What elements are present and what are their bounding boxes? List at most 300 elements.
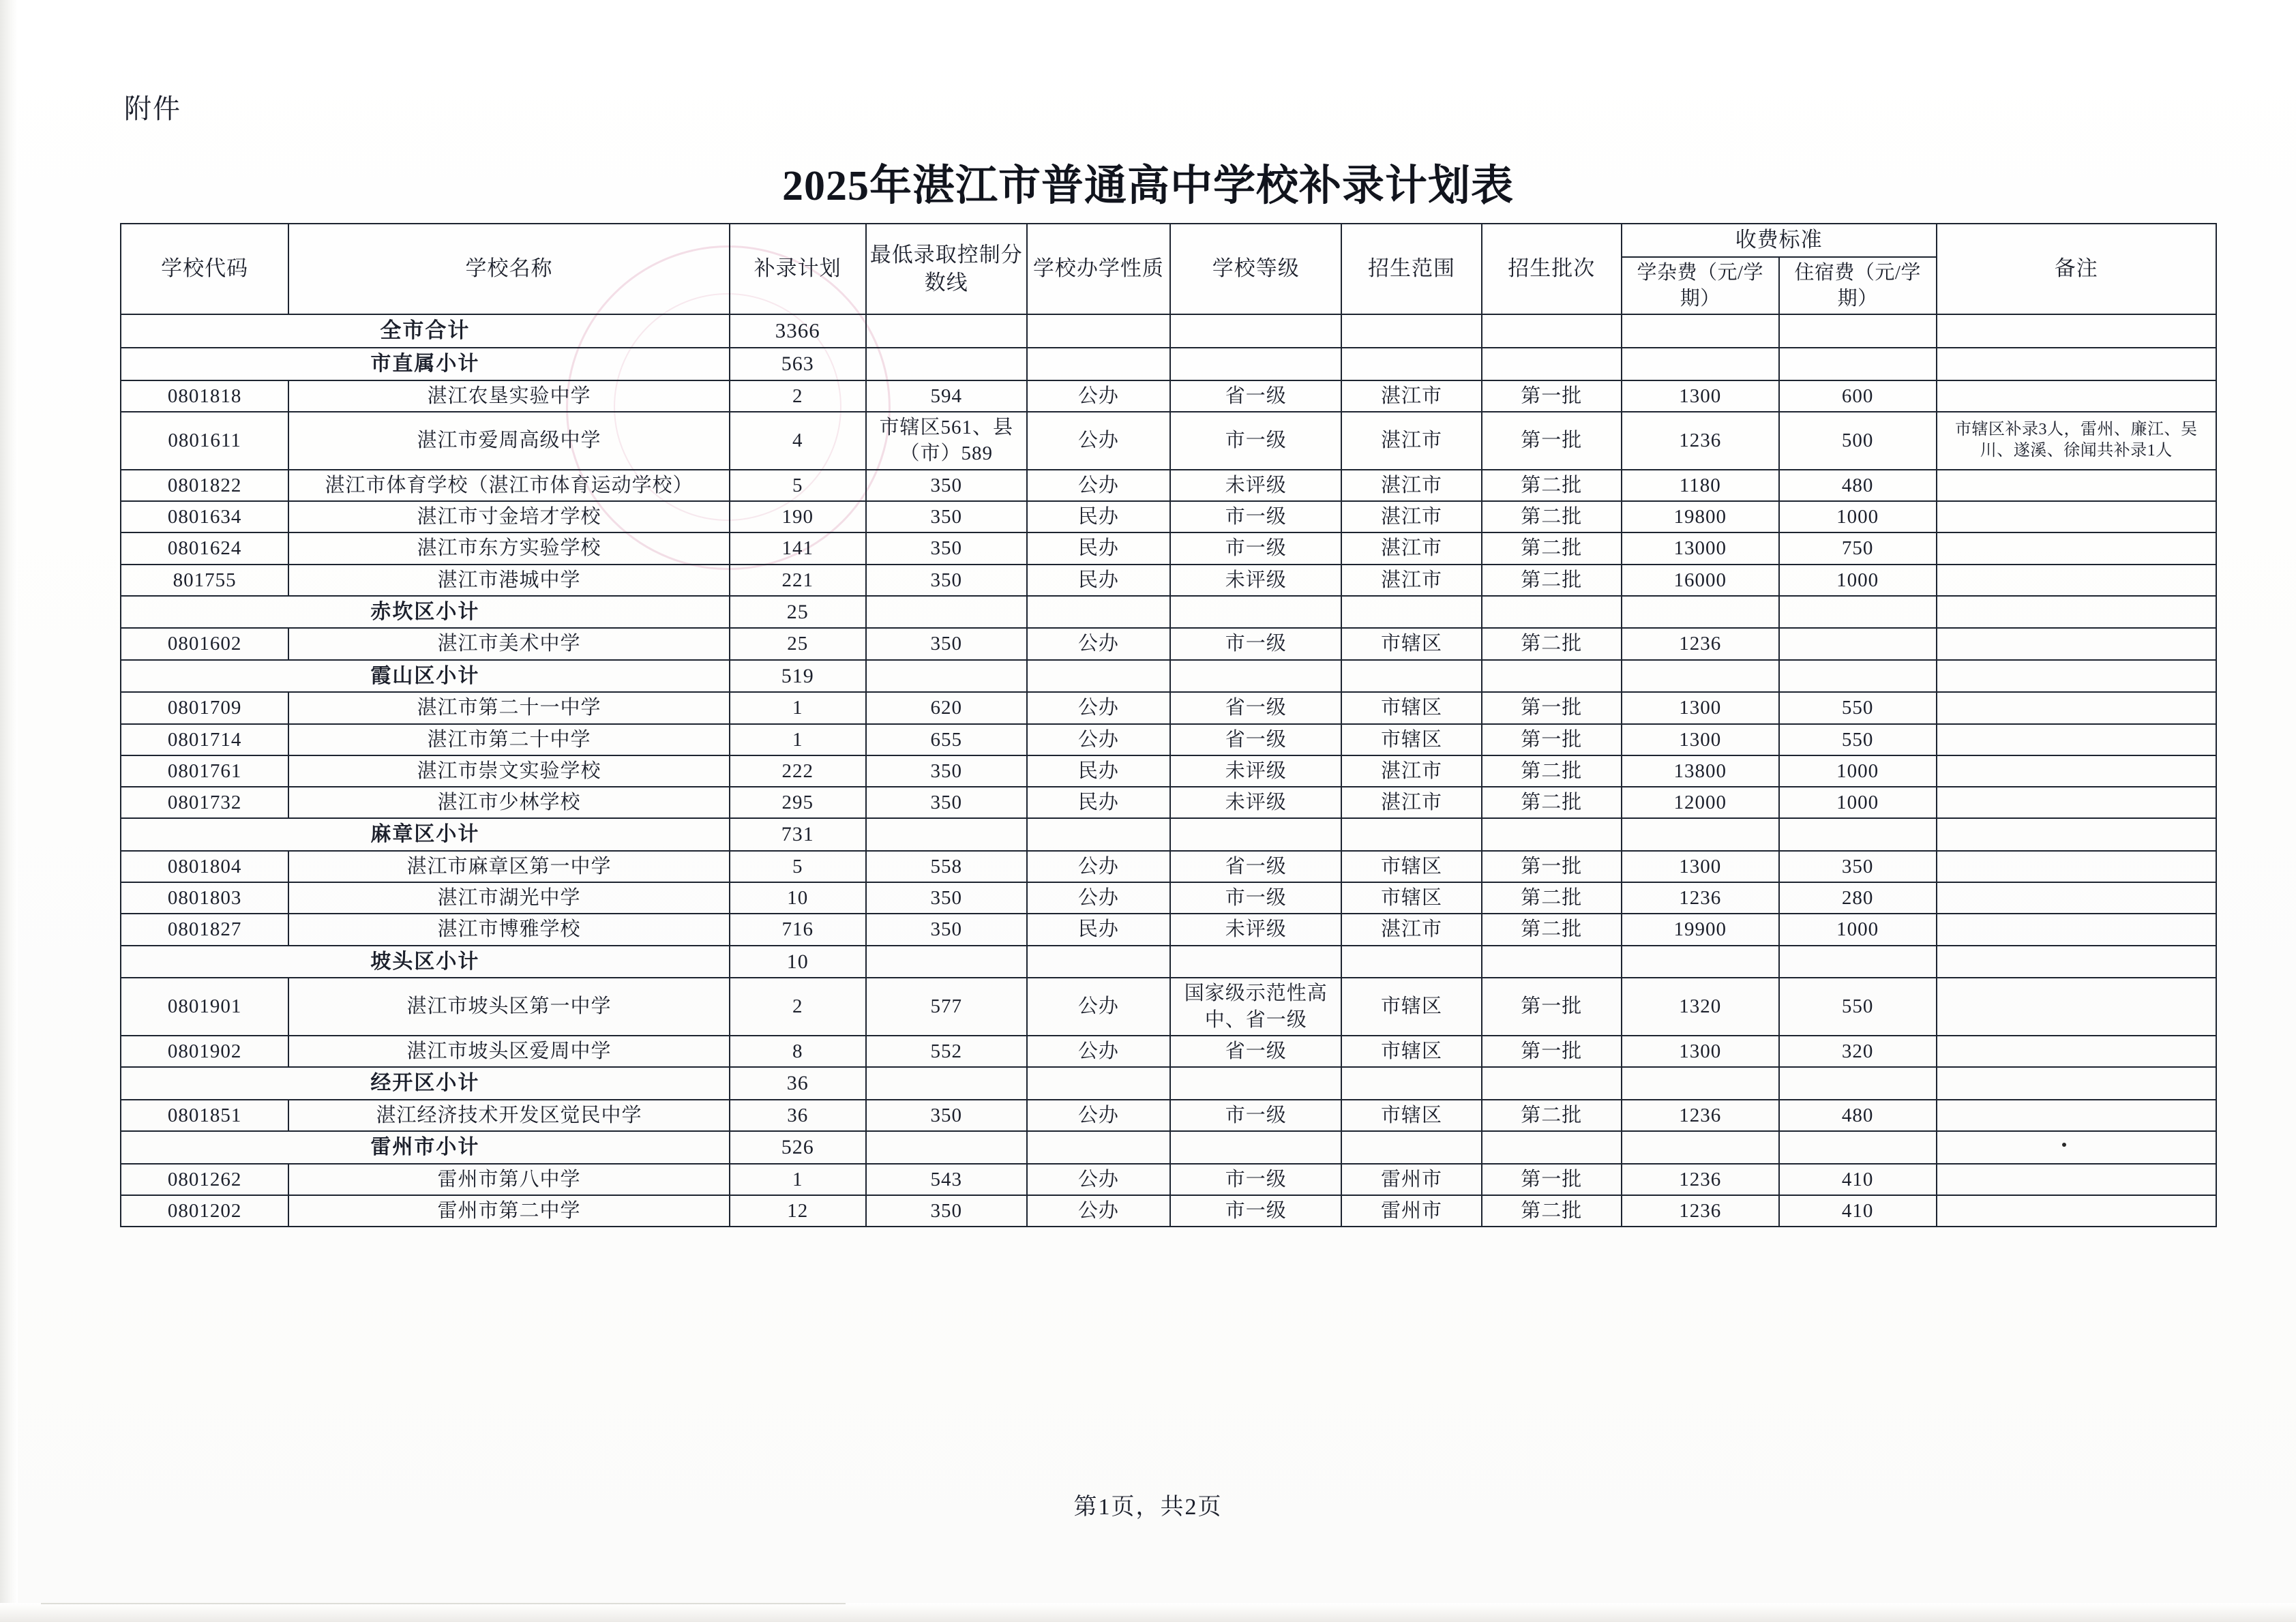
cell-supplementary-plan: 295 <box>730 787 866 818</box>
cell-min-score-line <box>866 1067 1027 1100</box>
table-row <box>121 314 2216 348</box>
cell-school-nature <box>1027 314 1170 348</box>
cell-enrollment-scope <box>1341 1067 1481 1100</box>
cell-remark <box>1937 380 2216 412</box>
cell-group-name: 市直属小计 <box>121 348 730 380</box>
cell-remark <box>1937 692 2216 723</box>
cell-school-name: 湛江市美术中学 <box>288 628 729 659</box>
cell-school-level: 省一级 <box>1170 1036 1341 1067</box>
cell-enrollment-batch: 第二批 <box>1482 787 1622 818</box>
cell-supplementary-plan: 25 <box>730 596 866 629</box>
cell-min-score-line: 市辖区561、县（市）589 <box>866 412 1027 470</box>
table-row <box>121 914 2216 945</box>
cell-school-name: 湛江经济技术开发区觉民中学 <box>288 1100 729 1131</box>
cell-school-nature: 公办 <box>1027 724 1170 755</box>
cell-school-code: 0801761 <box>121 755 288 787</box>
col-header-accommodation-fee: 住宿费（元/学期） <box>1779 257 1937 315</box>
cell-school-nature: 公办 <box>1027 470 1170 501</box>
cell-group-name: 霞山区小计 <box>121 660 730 693</box>
cell-accommodation-fee: 320 <box>1779 1036 1937 1067</box>
cell-school-name: 湛江市坡头区第一中学 <box>288 978 729 1036</box>
cell-tuition-fee: 1236 <box>1622 412 1779 470</box>
cell-supplementary-plan: 1 <box>730 724 866 755</box>
cell-tuition-fee <box>1622 348 1779 380</box>
cell-min-score-line <box>866 818 1027 851</box>
cell-remark <box>1937 1164 2216 1195</box>
cell-school-level <box>1170 1131 1341 1164</box>
cell-supplementary-plan: 12 <box>730 1195 866 1227</box>
cell-supplementary-plan: 36 <box>730 1067 866 1100</box>
cell-remark <box>1937 1100 2216 1131</box>
table-row <box>121 787 2216 818</box>
cell-enrollment-scope: 雷州市 <box>1341 1195 1481 1227</box>
cell-school-nature: 公办 <box>1027 1036 1170 1067</box>
cell-enrollment-scope: 市辖区 <box>1341 1036 1481 1067</box>
cell-enrollment-batch <box>1482 314 1622 348</box>
table-header <box>121 224 2216 314</box>
cell-enrollment-batch <box>1482 660 1622 693</box>
cell-min-score-line: 350 <box>866 628 1027 659</box>
cell-enrollment-scope: 市辖区 <box>1341 724 1481 755</box>
cell-accommodation-fee: 550 <box>1779 724 1937 755</box>
cell-tuition-fee <box>1622 1131 1779 1164</box>
cell-enrollment-batch <box>1482 1067 1622 1100</box>
cell-supplementary-plan: 563 <box>730 348 866 380</box>
cell-school-code: 0801634 <box>121 501 288 532</box>
cell-remark <box>1937 501 2216 532</box>
cell-school-nature: 公办 <box>1027 412 1170 470</box>
cell-min-score-line: 350 <box>866 882 1027 914</box>
cell-min-score-line: 350 <box>866 565 1027 596</box>
cell-school-code: 0801851 <box>121 1100 288 1131</box>
cell-group-name: 全市合计 <box>121 314 730 348</box>
cell-enrollment-scope <box>1341 660 1481 693</box>
cell-school-name: 湛江市少林学校 <box>288 787 729 818</box>
cell-school-nature: 公办 <box>1027 380 1170 412</box>
cell-min-score-line: 552 <box>866 1036 1027 1067</box>
cell-enrollment-scope: 市辖区 <box>1341 1100 1481 1131</box>
cell-school-code: 0801803 <box>121 882 288 914</box>
page-number-footer: 第1页，共2页 <box>1073 1495 1223 1520</box>
cell-enrollment-batch <box>1482 818 1622 851</box>
cell-min-score-line <box>866 1131 1027 1164</box>
cell-school-code: 0801901 <box>121 978 288 1036</box>
col-header-remark: 备注 <box>1937 224 2216 314</box>
cell-supplementary-plan: 2 <box>730 978 866 1036</box>
scan-edge-left <box>0 0 18 1622</box>
cell-enrollment-batch: 第二批 <box>1482 628 1622 659</box>
col-header-enrollment-batch: 招生批次 <box>1482 224 1622 314</box>
cell-accommodation-fee <box>1779 818 1937 851</box>
cell-remark: 市辖区补录3人，雷州、廉江、吴川、遂溪、徐闻共补录1人 <box>1937 412 2216 470</box>
scan-edge-bottom <box>0 1603 2296 1622</box>
cell-school-code: 0801709 <box>121 692 288 723</box>
cell-group-name: 雷州市小计 <box>121 1131 730 1164</box>
cell-school-nature: 公办 <box>1027 851 1170 882</box>
cell-accommodation-fee: 550 <box>1779 978 1937 1036</box>
cell-enrollment-batch: 第二批 <box>1482 882 1622 914</box>
cell-remark <box>1937 724 2216 755</box>
table-row <box>121 946 2216 978</box>
cell-min-score-line: 594 <box>866 380 1027 412</box>
cell-school-nature: 民办 <box>1027 565 1170 596</box>
cell-tuition-fee: 13800 <box>1622 755 1779 787</box>
cell-enrollment-batch: 第一批 <box>1482 724 1622 755</box>
cell-supplementary-plan: 141 <box>730 532 866 564</box>
cell-enrollment-scope <box>1341 818 1481 851</box>
cell-school-code: 0801822 <box>121 470 288 501</box>
cell-accommodation-fee: 750 <box>1779 532 1937 564</box>
cell-tuition-fee: 1300 <box>1622 1036 1779 1067</box>
cell-school-name: 湛江市第二十一中学 <box>288 692 729 723</box>
cell-accommodation-fee <box>1779 1131 1937 1164</box>
cell-school-nature <box>1027 1131 1170 1164</box>
cell-school-nature: 公办 <box>1027 1164 1170 1195</box>
table-row <box>121 882 2216 914</box>
cell-supplementary-plan: 716 <box>730 914 866 945</box>
cell-supplementary-plan: 36 <box>730 1100 866 1131</box>
cell-enrollment-scope: 湛江市 <box>1341 532 1481 564</box>
col-header-fee-standard: 收费标准 <box>1622 224 1937 257</box>
cell-school-level <box>1170 946 1341 978</box>
cell-school-name: 湛江市博雅学校 <box>288 914 729 945</box>
cell-accommodation-fee <box>1779 596 1937 629</box>
cell-min-score-line: 655 <box>866 724 1027 755</box>
cell-min-score-line: 350 <box>866 501 1027 532</box>
cell-remark <box>1937 470 2216 501</box>
cell-school-level: 未评级 <box>1170 787 1341 818</box>
cell-supplementary-plan: 222 <box>730 755 866 787</box>
cell-school-level <box>1170 818 1341 851</box>
cell-accommodation-fee: 480 <box>1779 1100 1937 1131</box>
cell-school-nature: 公办 <box>1027 978 1170 1036</box>
cell-school-nature <box>1027 596 1170 629</box>
cell-min-score-line: 350 <box>866 787 1027 818</box>
cell-enrollment-scope: 湛江市 <box>1341 412 1481 470</box>
cell-remark <box>1937 1067 2216 1100</box>
cell-school-level: 省一级 <box>1170 724 1341 755</box>
cell-school-code: 0801611 <box>121 412 288 470</box>
cell-enrollment-batch: 第二批 <box>1482 501 1622 532</box>
table-row <box>121 501 2216 532</box>
cell-enrollment-batch: 第二批 <box>1482 1195 1622 1227</box>
cell-tuition-fee: 1236 <box>1622 1164 1779 1195</box>
cell-remark <box>1937 1036 2216 1067</box>
cell-school-code: 0801902 <box>121 1036 288 1067</box>
table-row <box>121 380 2216 412</box>
cell-remark <box>1937 882 2216 914</box>
col-header-school-name: 学校名称 <box>288 224 729 314</box>
cell-school-level: 未评级 <box>1170 755 1341 787</box>
table-row <box>121 1164 2216 1195</box>
scan-artifact-line <box>41 1603 846 1604</box>
cell-school-nature: 民办 <box>1027 755 1170 787</box>
table-row <box>121 818 2216 851</box>
cell-tuition-fee: 1300 <box>1622 380 1779 412</box>
table-row <box>121 348 2216 380</box>
cell-enrollment-scope: 湛江市 <box>1341 380 1481 412</box>
cell-tuition-fee: 1236 <box>1622 1100 1779 1131</box>
cell-supplementary-plan: 4 <box>730 412 866 470</box>
cell-remark <box>1937 565 2216 596</box>
cell-remark <box>1937 660 2216 693</box>
cell-accommodation-fee <box>1779 628 1937 659</box>
cell-min-score-line: 620 <box>866 692 1027 723</box>
cell-remark <box>1937 348 2216 380</box>
cell-enrollment-scope <box>1341 1131 1481 1164</box>
cell-enrollment-scope: 市辖区 <box>1341 628 1481 659</box>
cell-supplementary-plan: 3366 <box>730 314 866 348</box>
cell-remark <box>1937 1131 2216 1164</box>
cell-school-nature: 公办 <box>1027 628 1170 659</box>
cell-enrollment-scope: 湛江市 <box>1341 470 1481 501</box>
col-header-tuition-fee: 学杂费（元/学期） <box>1622 257 1779 315</box>
cell-tuition-fee <box>1622 596 1779 629</box>
cell-accommodation-fee: 1000 <box>1779 565 1937 596</box>
table-row <box>121 660 2216 693</box>
cell-remark <box>1937 851 2216 882</box>
cell-school-level <box>1170 348 1341 380</box>
cell-school-level <box>1170 1067 1341 1100</box>
cell-tuition-fee: 1300 <box>1622 692 1779 723</box>
cell-enrollment-batch <box>1482 946 1622 978</box>
cell-school-code: 0801624 <box>121 532 288 564</box>
cell-tuition-fee: 16000 <box>1622 565 1779 596</box>
cell-tuition-fee <box>1622 314 1779 348</box>
cell-enrollment-batch: 第一批 <box>1482 380 1622 412</box>
cell-school-name: 雷州市第二中学 <box>288 1195 729 1227</box>
cell-min-score-line: 558 <box>866 851 1027 882</box>
cell-school-level: 未评级 <box>1170 470 1341 501</box>
cell-school-code: 0801827 <box>121 914 288 945</box>
cell-enrollment-scope: 湛江市 <box>1341 501 1481 532</box>
cell-min-score-line <box>866 348 1027 380</box>
cell-tuition-fee <box>1622 1067 1779 1100</box>
cell-accommodation-fee: 410 <box>1779 1195 1937 1227</box>
cell-accommodation-fee: 1000 <box>1779 914 1937 945</box>
cell-enrollment-batch: 第二批 <box>1482 914 1622 945</box>
cell-school-name: 湛江市港城中学 <box>288 565 729 596</box>
cell-tuition-fee: 19800 <box>1622 501 1779 532</box>
cell-group-name: 赤坎区小计 <box>121 596 730 629</box>
cell-accommodation-fee: 1000 <box>1779 501 1937 532</box>
cell-min-score-line: 350 <box>866 470 1027 501</box>
cell-accommodation-fee: 280 <box>1779 882 1937 914</box>
cell-enrollment-batch: 第一批 <box>1482 978 1622 1036</box>
page-title: 2025年湛江市普通高中学校补录计划表 <box>781 163 1514 209</box>
cell-tuition-fee: 1300 <box>1622 724 1779 755</box>
cell-tuition-fee: 1180 <box>1622 470 1779 501</box>
cell-school-name: 湛江市崇文实验学校 <box>288 755 729 787</box>
cell-tuition-fee: 1320 <box>1622 978 1779 1036</box>
col-header-min-score-line: 最低录取控制分数线 <box>866 224 1027 314</box>
cell-min-score-line <box>866 596 1027 629</box>
cell-accommodation-fee <box>1779 660 1937 693</box>
cell-school-level: 市一级 <box>1170 1164 1341 1195</box>
cell-school-nature: 公办 <box>1027 882 1170 914</box>
table-body <box>121 314 2216 1227</box>
cell-school-level: 未评级 <box>1170 914 1341 945</box>
table-row <box>121 628 2216 659</box>
cell-enrollment-scope: 湛江市 <box>1341 787 1481 818</box>
cell-school-level: 市一级 <box>1170 1195 1341 1227</box>
table-row <box>121 565 2216 596</box>
table-row <box>121 412 2216 470</box>
cell-remark <box>1937 596 2216 629</box>
cell-remark <box>1937 914 2216 945</box>
cell-remark <box>1937 755 2216 787</box>
cell-accommodation-fee <box>1779 314 1937 348</box>
cell-min-score-line: 350 <box>866 532 1027 564</box>
col-header-school-code: 学校代码 <box>121 224 288 314</box>
cell-school-level: 省一级 <box>1170 692 1341 723</box>
cell-school-level: 市一级 <box>1170 412 1341 470</box>
cell-accommodation-fee <box>1779 946 1937 978</box>
cell-school-level: 未评级 <box>1170 565 1341 596</box>
cell-supplementary-plan: 190 <box>730 501 866 532</box>
cell-school-name: 湛江市第二十中学 <box>288 724 729 755</box>
cell-school-code: 0801202 <box>121 1195 288 1227</box>
cell-enrollment-batch <box>1482 1131 1622 1164</box>
table-row <box>121 692 2216 723</box>
cell-supplementary-plan: 8 <box>730 1036 866 1067</box>
cell-min-score-line: 350 <box>866 1100 1027 1131</box>
cell-tuition-fee: 19900 <box>1622 914 1779 945</box>
cell-enrollment-batch: 第一批 <box>1482 851 1622 882</box>
cell-supplementary-plan: 1 <box>730 1164 866 1195</box>
cell-min-score-line: 350 <box>866 755 1027 787</box>
cell-school-name: 湛江市麻章区第一中学 <box>288 851 729 882</box>
cell-remark <box>1937 314 2216 348</box>
cell-min-score-line: 577 <box>866 978 1027 1036</box>
cell-school-nature <box>1027 818 1170 851</box>
cell-accommodation-fee: 1000 <box>1779 755 1937 787</box>
cell-school-level: 市一级 <box>1170 882 1341 914</box>
cell-enrollment-scope: 市辖区 <box>1341 692 1481 723</box>
cell-min-score-line <box>866 946 1027 978</box>
col-header-school-nature: 学校办学性质 <box>1027 224 1170 314</box>
cell-school-nature: 公办 <box>1027 692 1170 723</box>
cell-supplementary-plan: 5 <box>730 851 866 882</box>
cell-supplementary-plan: 25 <box>730 628 866 659</box>
table-row <box>121 1067 2216 1100</box>
cell-remark <box>1937 628 2216 659</box>
col-header-school-level: 学校等级 <box>1170 224 1341 314</box>
cell-remark <box>1937 978 2216 1036</box>
cell-supplementary-plan: 221 <box>730 565 866 596</box>
cell-tuition-fee: 1236 <box>1622 628 1779 659</box>
cell-tuition-fee: 1236 <box>1622 1195 1779 1227</box>
cell-group-name: 麻章区小计 <box>121 818 730 851</box>
cell-school-name: 湛江市体育学校（湛江市体育运动学校） <box>288 470 729 501</box>
cell-accommodation-fee: 500 <box>1779 412 1937 470</box>
cell-accommodation-fee <box>1779 348 1937 380</box>
table-row <box>121 596 2216 629</box>
cell-school-name: 湛江市湖光中学 <box>288 882 729 914</box>
cell-group-name: 坡头区小计 <box>121 946 730 978</box>
cell-school-code: 0801602 <box>121 628 288 659</box>
cell-enrollment-scope: 湛江市 <box>1341 755 1481 787</box>
cell-school-nature: 民办 <box>1027 532 1170 564</box>
cell-school-level: 市一级 <box>1170 1100 1341 1131</box>
cell-min-score-line: 350 <box>866 1195 1027 1227</box>
cell-enrollment-batch <box>1482 596 1622 629</box>
cell-supplementary-plan: 731 <box>730 818 866 851</box>
cell-school-name: 湛江市坡头区爱周中学 <box>288 1036 729 1067</box>
cell-supplementary-plan: 10 <box>730 882 866 914</box>
cell-remark <box>1937 1195 2216 1227</box>
cell-school-nature: 公办 <box>1027 1100 1170 1131</box>
cell-accommodation-fee: 410 <box>1779 1164 1937 1195</box>
cell-enrollment-scope: 市辖区 <box>1341 851 1481 882</box>
cell-enrollment-scope: 雷州市 <box>1341 1164 1481 1195</box>
col-header-supplementary-plan: 补录计划 <box>730 224 866 314</box>
cell-enrollment-scope: 湛江市 <box>1341 565 1481 596</box>
cell-school-level: 省一级 <box>1170 851 1341 882</box>
attachment-label: 附件 <box>124 93 181 124</box>
table-row <box>121 1131 2216 1164</box>
cell-school-level <box>1170 660 1341 693</box>
col-header-enrollment-scope: 招生范围 <box>1341 224 1481 314</box>
cell-school-name: 湛江市东方实验学校 <box>288 532 729 564</box>
cell-school-name: 雷州市第八中学 <box>288 1164 729 1195</box>
table-row <box>121 1036 2216 1067</box>
cell-school-nature <box>1027 348 1170 380</box>
cell-enrollment-scope: 市辖区 <box>1341 978 1481 1036</box>
cell-enrollment-batch: 第一批 <box>1482 1164 1622 1195</box>
cell-school-nature <box>1027 946 1170 978</box>
cell-accommodation-fee: 550 <box>1779 692 1937 723</box>
table-row <box>121 755 2216 787</box>
cell-school-nature: 民办 <box>1027 787 1170 818</box>
table-row <box>121 1100 2216 1131</box>
cell-school-code: 0801818 <box>121 380 288 412</box>
cell-tuition-fee: 1236 <box>1622 882 1779 914</box>
cell-tuition-fee: 12000 <box>1622 787 1779 818</box>
cell-school-level: 市一级 <box>1170 532 1341 564</box>
cell-school-code: 0801804 <box>121 851 288 882</box>
cell-school-level: 省一级 <box>1170 380 1341 412</box>
cell-school-nature: 民办 <box>1027 914 1170 945</box>
cell-enrollment-batch: 第一批 <box>1482 692 1622 723</box>
cell-min-score-line <box>866 314 1027 348</box>
cell-accommodation-fee: 350 <box>1779 851 1937 882</box>
cell-school-name: 湛江农垦实验中学 <box>288 380 729 412</box>
cell-enrollment-scope: 湛江市 <box>1341 914 1481 945</box>
cell-min-score-line: 350 <box>866 914 1027 945</box>
cell-school-level: 国家级示范性高中、省一级 <box>1170 978 1341 1036</box>
cell-tuition-fee: 13000 <box>1622 532 1779 564</box>
supplementary-admission-plan-table <box>120 223 2217 1227</box>
cell-enrollment-batch: 第二批 <box>1482 470 1622 501</box>
cell-school-level <box>1170 596 1341 629</box>
cell-min-score-line <box>866 660 1027 693</box>
cell-enrollment-batch: 第二批 <box>1482 1100 1622 1131</box>
cell-enrollment-batch: 第一批 <box>1482 412 1622 470</box>
cell-enrollment-scope <box>1341 946 1481 978</box>
cell-supplementary-plan: 526 <box>730 1131 866 1164</box>
cell-enrollment-batch <box>1482 348 1622 380</box>
cell-tuition-fee <box>1622 818 1779 851</box>
cell-supplementary-plan: 10 <box>730 946 866 978</box>
table-row <box>121 470 2216 501</box>
table-row <box>121 724 2216 755</box>
cell-enrollment-batch: 第一批 <box>1482 1036 1622 1067</box>
cell-remark <box>1937 532 2216 564</box>
table-row <box>121 851 2216 882</box>
cell-tuition-fee: 1300 <box>1622 851 1779 882</box>
cell-enrollment-scope <box>1341 314 1481 348</box>
